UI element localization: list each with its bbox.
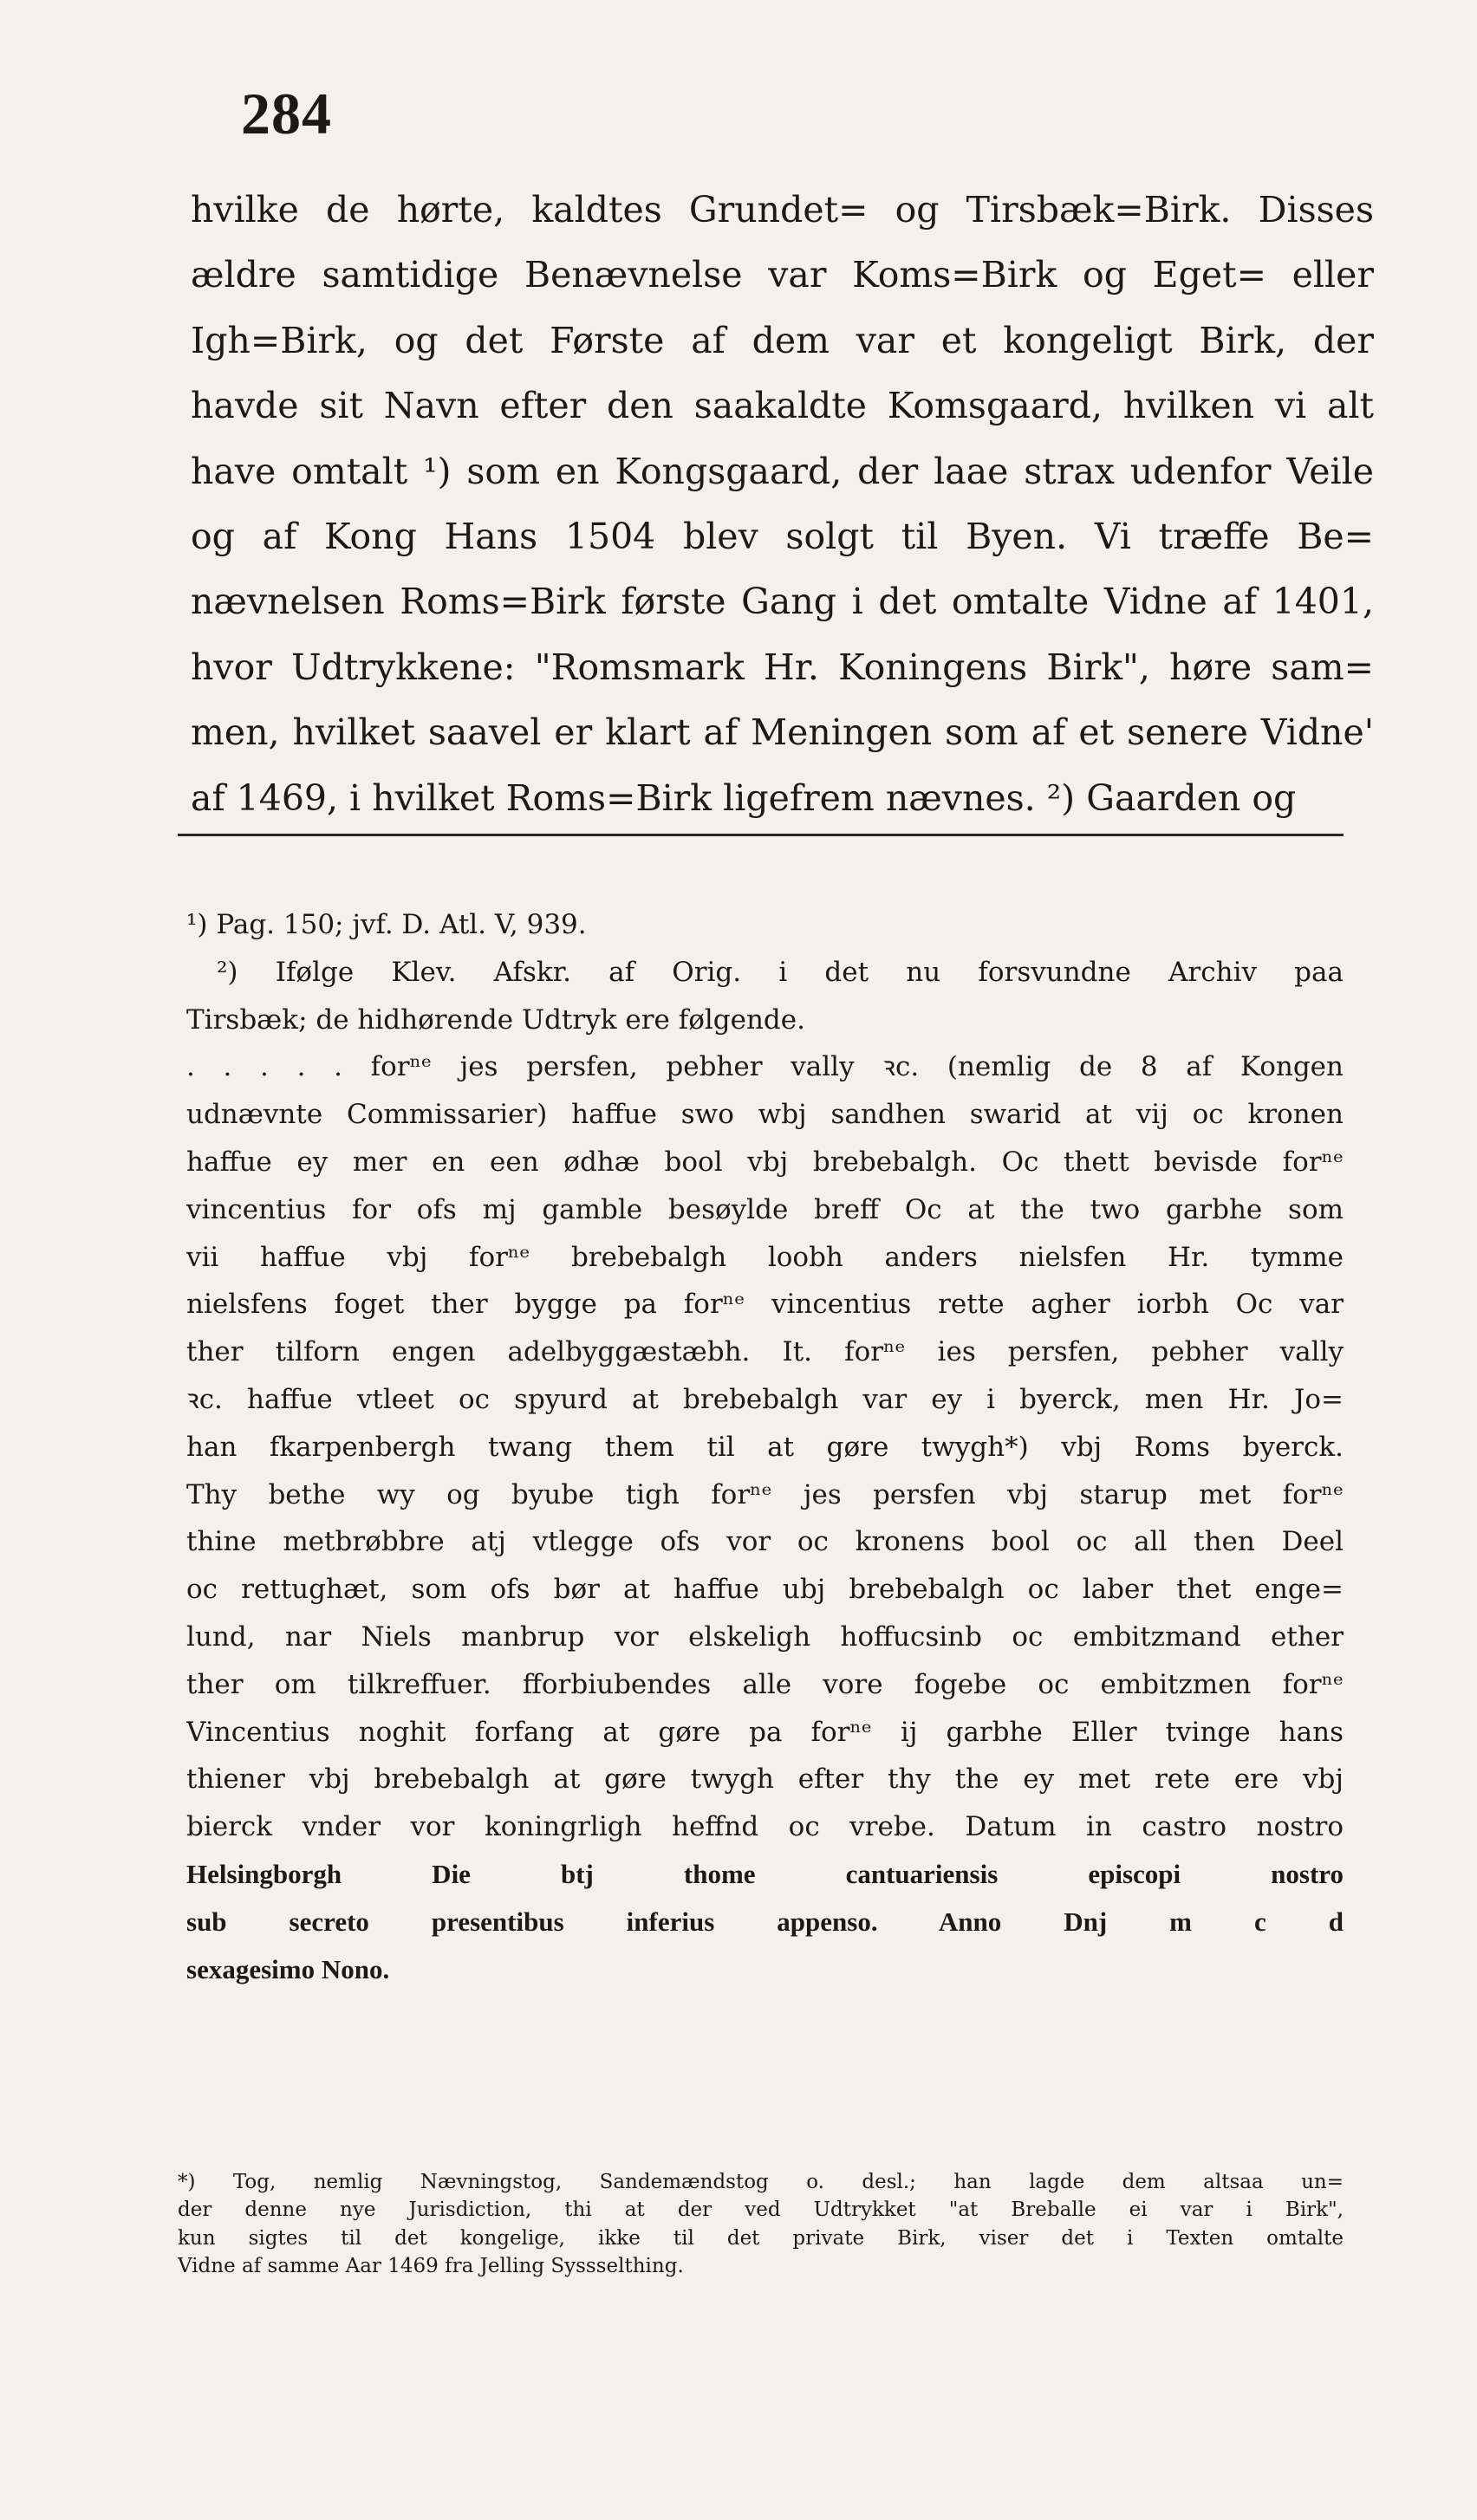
text-line: hvor Udtrykkene: "Romsmark Hr. Koningens Birk", høre sam= <box>191 646 1374 688</box>
text-line: hvilke de hørte, kaldtes Grundet= og Tirsbæk=Birk. Disses <box>191 189 1374 231</box>
footnote-line: sub secreto presentibus inferius appenso. Anno Dnj m c d <box>186 1906 1344 1937</box>
text-line: Igh=Birk, og det Første af dem var et kongeligt Birk, der <box>191 319 1374 361</box>
page-number: 284 <box>241 81 332 146</box>
footnote-line: ꝛc. haffue vtleet oc spyurd at brebebalgh var ey i byerck, men Hr. Jo= <box>186 1383 1344 1415</box>
footnote-line: Tirsbæk; de hidhørende Udtryk ere følgende. <box>186 1003 805 1036</box>
text-line: have omtalt ¹) som en Kongsgaard, der laae strax udenfor Veile <box>191 450 1374 492</box>
footnote-line: Thy bethe wy og byube tigh forⁿᵉ jes persfen vbj starup met forⁿᵉ <box>186 1478 1344 1510</box>
text-line: af 1469, i hvilket Roms=Birk ligefrem nævnes. ²) Gaarden og <box>191 776 1297 819</box>
footnote-line: lund, nar Niels manbrup vor elskeligh hoffucsinb oc embitzmand ether <box>186 1620 1344 1653</box>
footnote-line: ¹) Pag. 150; jvf. D. Atl. V, 939. <box>186 909 587 940</box>
footnote-line: ²) Ifølge Klev. Afskr. af Orig. i det nu forsvundne Archiv paa <box>217 956 1344 988</box>
footnote-line: vii haffue vbj forⁿᵉ brebebalgh loobh anders nielsfen Hr. tymme <box>186 1241 1344 1273</box>
note-line: kun sigtes til det kongelige, ikke til det private Birk, viser det i Texten omtalte <box>178 2226 1344 2250</box>
text-line: og af Kong Hans 1504 blev solgt til Byen. Vi træffe Be= <box>191 515 1374 557</box>
text-line: men, hvilket saavel er klart af Meningen som af et senere Vidne' <box>191 711 1374 754</box>
text-line: havde sit Navn efter den saakaldte Komsgaard, hvilken vi alt <box>191 385 1374 427</box>
footnote-line: udnævnte Commissarier) haffue swo wbj sandhen swarid at vij oc kronen <box>186 1099 1344 1131</box>
note-line: Vidne af samme Aar 1469 fra Jelling Syssselthing. <box>178 2254 684 2277</box>
footnote-line: ther tilforn engen adelbyggæstæbh. It. forⁿᵉ ies persfen, pebher vally <box>186 1336 1344 1368</box>
footnote-line: . . . . . forⁿᵉ jes persfen, pebher vally ꝛc. (nemlig de 8 af Kongen <box>186 1051 1344 1083</box>
footnote-line: nielsfens foget ther bygge pa forⁿᵉ vincentius rette agher iorbh Oc var <box>186 1289 1344 1321</box>
footnote-line: oc rettughæt, som ofs bør at haffue ubj brebebalgh oc laber thet enge= <box>186 1574 1344 1606</box>
footnote-line: han fkarpenbergh twang them til at gøre twygh*) vbj Roms byerck. <box>186 1431 1344 1463</box>
note-line: *) Tog, nemlig Nævningstog, Sandemændstog o. desl.; han lagde dem altsaa un= <box>178 2171 1344 2193</box>
footnote-line: vincentius for ofs mj gamble besøylde breff Oc at the two garbhe som <box>186 1193 1344 1225</box>
text-line: ældre samtidige Benævnelse var Koms=Birk og Eget= eller <box>191 254 1374 296</box>
asterisk-note <box>178 2168 1344 2280</box>
footnote-line: sexagesimo Nono. <box>186 1953 390 1984</box>
footnote-line: ther om tilkreffuer. fforbiubendes alle vore fogebe oc embitzmen forⁿᵉ <box>186 1668 1344 1700</box>
footnote-line: thine metbrøbbre atj vtlegge ofs vor oc kronens bool oc all then Deel <box>186 1526 1344 1558</box>
footnote-line: haffue ey mer en een ødhæ bool vbj brebebalgh. Oc thett bevisde forⁿᵉ <box>186 1146 1344 1178</box>
footnote-divider <box>178 834 1344 836</box>
footnote-line: thiener vbj brebebalgh at gøre twygh efter thy the ey met rete ere vbj <box>186 1763 1344 1796</box>
footnote-line: bierck vnder vor koningrligh heffnd oc vrebe. Datum in castro nostro <box>186 1811 1344 1843</box>
text-line: nævnelsen Roms=Birk første Gang i det omtalte Vidne af 1401, <box>191 581 1374 623</box>
note-line: der denne nye Jurisdiction, thi at der ved Udtrykket "at Breballe ei var i Birk", <box>178 2199 1344 2222</box>
footnote-line: Helsingborgh Die btj thome cantuariensis episcopi nostro <box>186 1858 1344 1889</box>
footnote-line: Vincentius noghit forfang at gøre pa forⁿᵉ ij garbhe Eller tvinge hans <box>186 1716 1344 1748</box>
main-text-body <box>191 178 1374 831</box>
footnotes <box>186 901 1344 1993</box>
